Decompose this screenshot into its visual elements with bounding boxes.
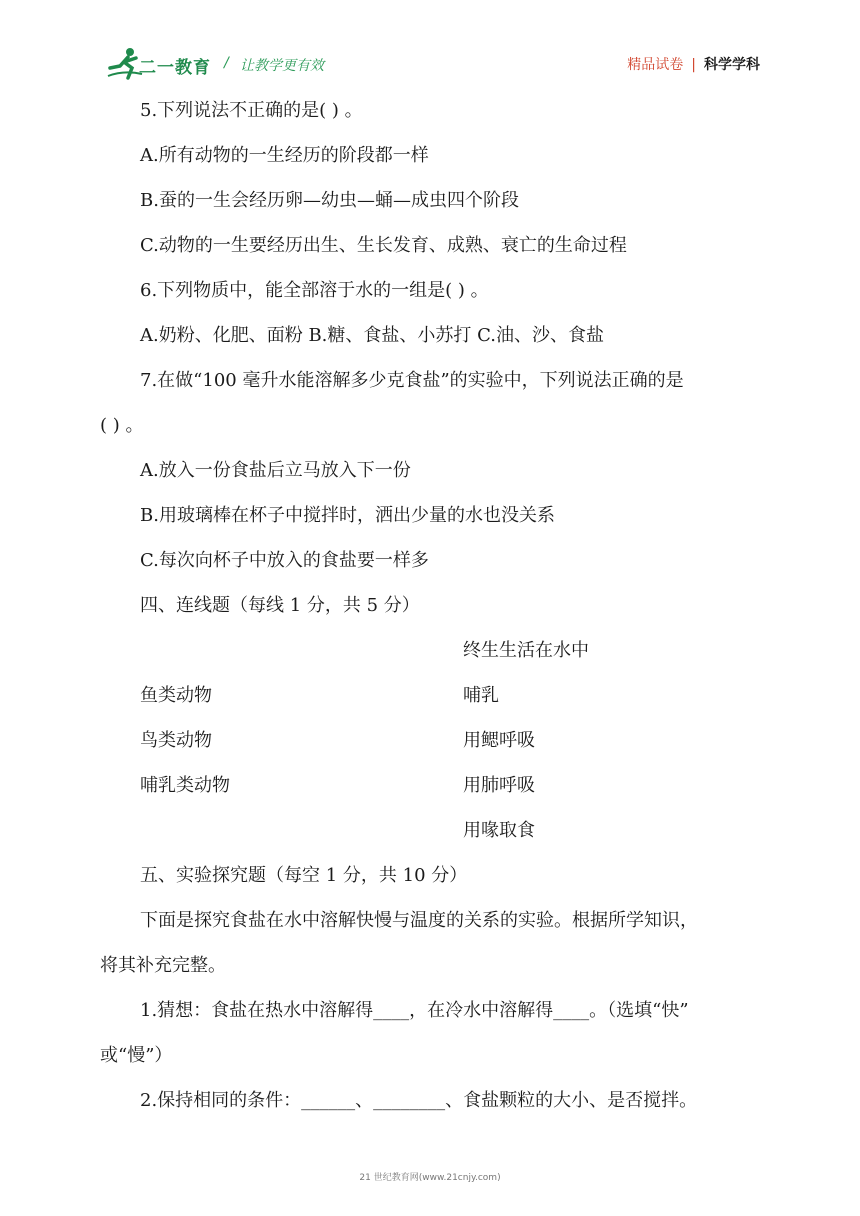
question-5-option-a: A.所有动物的一生经历的阶段都一样: [140, 145, 429, 166]
page-footer: 21 世纪教育网(www.21cnjy.com): [359, 1173, 501, 1183]
question-7-option-a: A.放入一份食盐后立马放入下一份: [140, 460, 411, 481]
experiment-step-1: 1.猜想：食盐在热水中溶解得____，在冷水中溶解得____。（选填“快”: [140, 1000, 689, 1021]
experiment-step-2: 2.保持相同的条件：______、________、食盐颗粒的大小、是否搅拌。: [140, 1090, 698, 1111]
match-right-item: 用肺呼吸: [463, 775, 535, 796]
slogan: 让教学更有效: [240, 58, 324, 74]
question-5: 5.下列说法不正确的是( ) 。: [140, 100, 363, 121]
tag-separator: |: [691, 57, 696, 73]
question-5-option-c: C.动物的一生要经历出生、生长发育、成熟、衰亡的生命过程: [140, 235, 627, 256]
question-7-option-b: B.用玻璃棒在杯子中搅拌时，洒出少量的水也没关系: [140, 505, 555, 526]
match-left-item: 鸟类动物: [140, 730, 212, 751]
brand-name: 二一教育: [139, 58, 211, 78]
match-left-item: 鱼类动物: [140, 685, 212, 706]
match-right-item: 终生生活在水中: [463, 640, 589, 661]
quality-tag: 精品试卷: [627, 57, 684, 73]
match-right-item: 哺乳: [463, 685, 499, 706]
question-5-option-b: B.蚕的一生会经历卵—幼虫—蛹—成虫四个阶段: [140, 190, 519, 211]
match-right-item: 用喙取食: [463, 820, 535, 841]
question-6-options: A.奶粉、化肥、面粉 B.糖、食盐、小苏打 C.油、沙、食盐: [140, 325, 604, 346]
experiment-intro-cont: 将其补充完整。: [100, 955, 226, 976]
match-left-item: 哺乳类动物: [140, 775, 230, 796]
question-7-blank: ( ) 。: [100, 415, 144, 436]
header-tags: [627, 54, 760, 74]
question-7-option-c: C.每次向杯子中放入的食盐要一样多: [140, 550, 429, 571]
section-5-heading: 五、实验探究题（每空 1 分，共 10 分）: [140, 865, 468, 886]
question-6: 6.下列物质中，能全部溶于水的一组是( ) 。: [140, 280, 489, 301]
page-header: [0, 0, 860, 90]
slogan-separator: /: [224, 55, 229, 71]
section-4-heading: 四、连线题（每线 1 分，共 5 分）: [140, 595, 420, 616]
match-right-item: 用鳃呼吸: [463, 730, 535, 751]
question-7: 7.在做“100 毫升水能溶解多少克食盐”的实验中，下列说法正确的是: [140, 370, 684, 391]
experiment-step-1-cont: 或“慢”）: [100, 1045, 173, 1066]
experiment-intro: 下面是探究食盐在水中溶解快慢与温度的关系的实验。根据所学知识，: [140, 910, 698, 931]
subject-tag: 科学学科: [704, 57, 760, 73]
